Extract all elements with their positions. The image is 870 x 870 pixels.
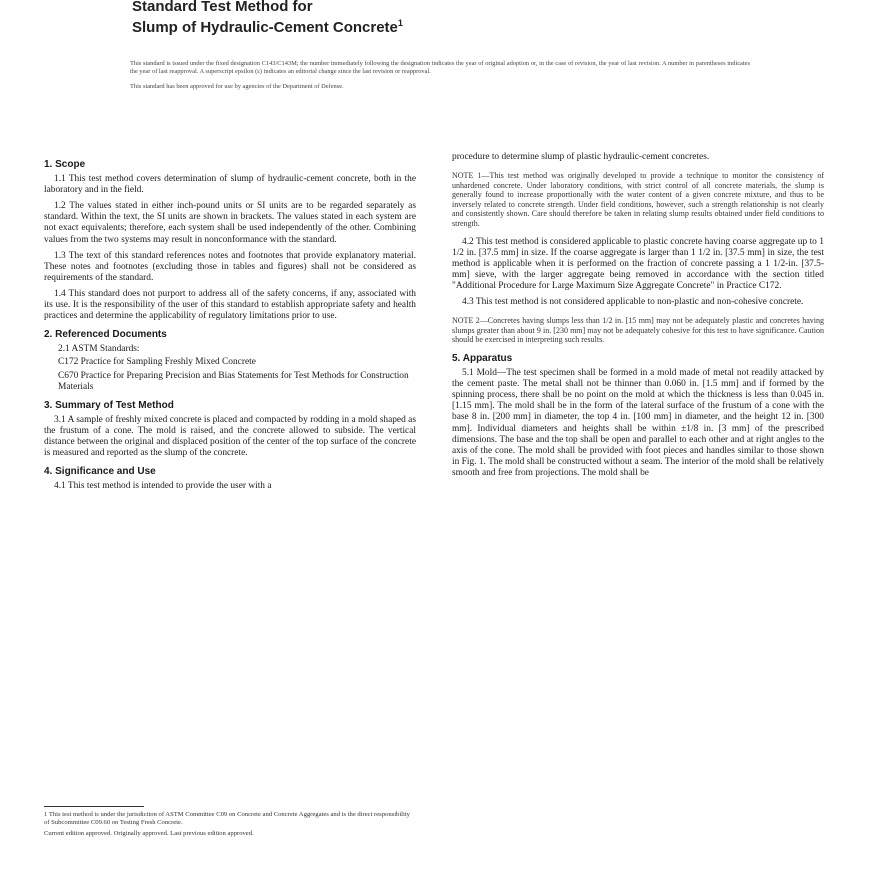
significance-paragraph-1: 4.1 This test method is intended to provide the user with a xyxy=(54,481,272,492)
scope-paragraph-2: 1.2 The values stated in either inch-pound units or SI units are to be regarded separately as standard. Within the text, the SI units are shown in brackets. The values stated in each system are not exact equivalents; therefore, each system shall be used independently of the other. Combining values from the two systems may result in nonconformance with the standard. xyxy=(44,201,416,245)
apparatus-paragraph-1: 5.1 Mold—The test specimen shall be formed in a mold made of metal not readily attacked by the cement paste. The metal shall not be thinner than 0.060 in. [1.5 mm] and if formed by the spinning process, there shall be no point on the mold at which the thickness is less than 0.045 in. [1.15 mm]. The mold shall be in the form of the lateral surface of the frustum of a cone with the base 8 in. [200 mm] in diameter, the top 4 in. [100 mm] in diameter, and the height 12 in. [300 mm]. Individual diameters and heights shall be within ±1/8 in. [3 mm] of the prescribed dimensions. The base and the top shall be open and parallel to each other and at right angles to the axis of the cone. The mold shall be provided with foot pieces and handles similar to those shown in Fig. 1. The mold shall be constructed without a seam. The interior of the mold shall be relatively smooth and free from projections. The mold shall be xyxy=(452,368,824,478)
scope-paragraph-4: 1.4 This standard does not purport to address all of the safety concerns, if any, associated with its use. It is the responsibility of the user of this standard to establish appropriate safety and health practices and determine the applicability of regulatory limitations prior to use. xyxy=(44,288,416,322)
title-line-2: Slump of Hydraulic-Cement Concrete xyxy=(132,19,398,36)
reference-item-2: C172 Practice for Sampling Freshly Mixed Concrete xyxy=(58,357,256,368)
scope-paragraph-1: 1.1 This test method covers determination of slump of hydraulic-cement concrete, both in the laboratory and in the field. xyxy=(44,174,416,196)
apparatus-heading: 5. Apparatus xyxy=(452,353,513,364)
paragraph-4-2: 4.2 This test method is considered applicable to plastic concrete having coarse aggregate up to 1 1/2 in. [37.5 mm] in size. If the coarse aggregate is larger than 1 1/2 in. [37.5 mm] in size, the test method is applicable when it is performed on the fraction of concrete passing a 1 1/2-in. [37.5-mm] sieve, with the larger aggregate being removed in accordance with the section titled "Additional Procedure for Large Maximum Size Aggregate Concrete" in Practice C172. xyxy=(452,236,824,292)
intro-notes xyxy=(130,60,750,99)
title-line-1: Standard Test Method for xyxy=(132,0,313,15)
summary-heading: 3. Summary of Test Method xyxy=(44,399,174,411)
footnote-2: Current edition approved. Originally approved. Last previous edition approved. xyxy=(44,830,254,837)
footnotes xyxy=(44,806,416,841)
footnote-rule xyxy=(44,806,144,807)
scope-heading: 1. Scope xyxy=(44,159,86,170)
document-title xyxy=(40,0,830,36)
right-column xyxy=(452,152,824,484)
paragraph-4-3: 4.3 This test method is not considered applicable to non-plastic and non-cohesive concrete. xyxy=(462,297,804,308)
reference-item-3: C670 Practice for Preparing Precision and Bias Statements for Test Methods for Construction Materials xyxy=(58,370,409,392)
significance-heading: 4. Significance and Use xyxy=(44,466,156,478)
footnote-1: 1 This test method is under the jurisdiction of ASTM Committee C09 on Concrete and Concrete Aggregates and is the direct responsibility of Subcommittee C09.60 on Testing Fresh Concrete. xyxy=(44,811,410,826)
note-1: NOTE 1—This test method was originally developed to provide a technique to monitor the consistency of unhardened concrete. Under laboratory conditions, with strict control of all concrete materials, the slump is generally found to increase proportionally with the water content of a given concrete mixture, and thus to be inversely related to concrete strength. Under field conditions, however, such a strength relationship is not clearly and consistently shown. Care should therefore be taken in relating slump results obtained under field conditions to strength. xyxy=(452,171,824,229)
note-2: NOTE 2—Concretes having slumps less than 1/2 in. [15 mm] may not be adequately plastic and concretes having slumps greater than about 9 in. [230 mm] may not be adequately cohesive for this test to have significance. Caution should be exercised in interpreting such results. xyxy=(452,316,824,345)
title-footnote-marker: 1 xyxy=(397,18,403,28)
continued-paragraph: procedure to determine slump of plastic hydraulic-cement concretes. xyxy=(452,152,710,162)
approval-note: This standard has been approved for use by agencies of the Department of Defense. xyxy=(130,83,344,91)
referenced-documents-heading: 2. Referenced Documents xyxy=(44,329,167,341)
summary-paragraph-1: 3.1 A sample of freshly mixed concrete is placed and compacted by rodding in a mold shaped as the frustum of a cone. The mold is raised, and the concrete allowed to subside. The vertical distance between the original and displaced position of the center of the top surface of the concrete is measured and reported as the slump of the concrete. xyxy=(44,414,416,459)
designation-note: This standard is issued under the fixed designation C143/C143M; the number immediately following the designation indicates the year of original adoption or, in the case of revision, the year of last revision. A number in parentheses indicates the year of last reapproval. A superscript epsilon (ε) indicates an editorial change since the last revision or reapproval. xyxy=(130,60,750,76)
title-block xyxy=(40,0,830,36)
left-column xyxy=(44,152,416,497)
scope-paragraph-3: 1.3 The text of this standard references notes and footnotes that provide explanatory material. These notes and footnotes (excluding those in tables and figures) shall not be considered as requirements of the standard. xyxy=(44,250,416,283)
reference-item-1: 2.1 ASTM Standards: xyxy=(58,344,140,355)
